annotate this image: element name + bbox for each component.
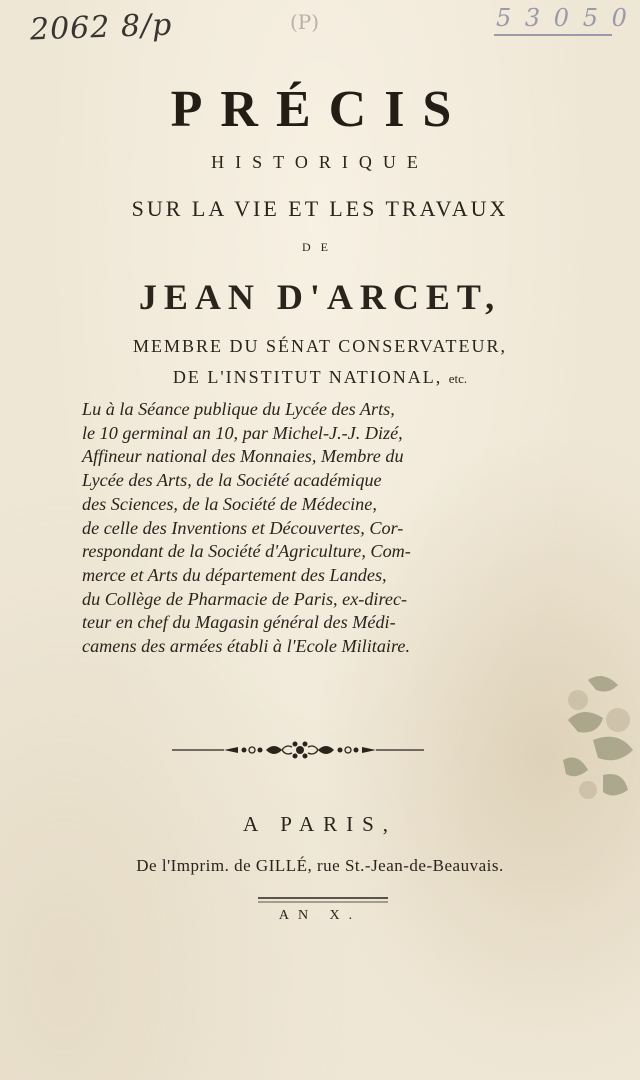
paragraph-line: de celle des Inventions et Découvertes, Cor- (82, 517, 404, 538)
paragraph-line: Lu à la Séance publique du Lycée des Arts, (82, 399, 395, 419)
imprint-year: AN X. (278, 908, 362, 923)
paragraph-line: Affineur national des Monnaies, Membre du (82, 446, 404, 467)
title-precis: PRÉCIS (170, 81, 470, 138)
title-subject: SUR LA VIE ET LES TRAVAUX (131, 196, 509, 221)
title-membre: MEMBRE DU SÉNAT CONSERVATEUR, (133, 336, 507, 356)
ornament-divider (172, 738, 472, 762)
title-institut (0, 367, 640, 388)
imprint-printer: De l'Imprim. de GILLÉ, rue St.-Jean-de-Beauvais. (136, 856, 504, 875)
paragraph-line: le 10 germinal an 10, par Michel-J.-J. Dizé, (82, 422, 403, 443)
imprint-place: A PARIS, (242, 812, 398, 836)
title-etc: etc. (448, 371, 468, 386)
manuscript-mark-right: 5 3 0 5 0 (496, 4, 630, 32)
paper-stain (548, 660, 640, 810)
paragraph-line: camens des armées établi à l'Ecole Militaire. (82, 636, 410, 657)
title-institut-text: DE L'INSTITUT NATIONAL, (172, 367, 443, 387)
manuscript-mark-middle: (P) (290, 10, 320, 34)
paragraph-line: merce et Arts du département des Landes, (82, 564, 387, 585)
double-rule (258, 896, 388, 904)
paragraph-line: du Collège de Pharmacie de Paris, ex-direc- (82, 588, 408, 609)
paragraph-line: teur en chef du Magasin général des Médi- (82, 612, 396, 633)
paragraph-line: Lycée des Arts, de la Société académique (82, 470, 382, 491)
manuscript-shelfmark: 2062 8/p (29, 7, 173, 48)
title-historique: HISTORIQUE (211, 152, 429, 172)
paragraph-line: respondant de la Société d'Agriculture, Com- (82, 541, 411, 562)
paragraph-line: des Sciences, de la Société de Médecine, (82, 493, 377, 514)
dedication-paragraph (82, 398, 572, 659)
manuscript-underline (494, 34, 612, 36)
title-name: JEAN D'ARCET, (138, 277, 502, 317)
title-de: DE (302, 240, 338, 254)
